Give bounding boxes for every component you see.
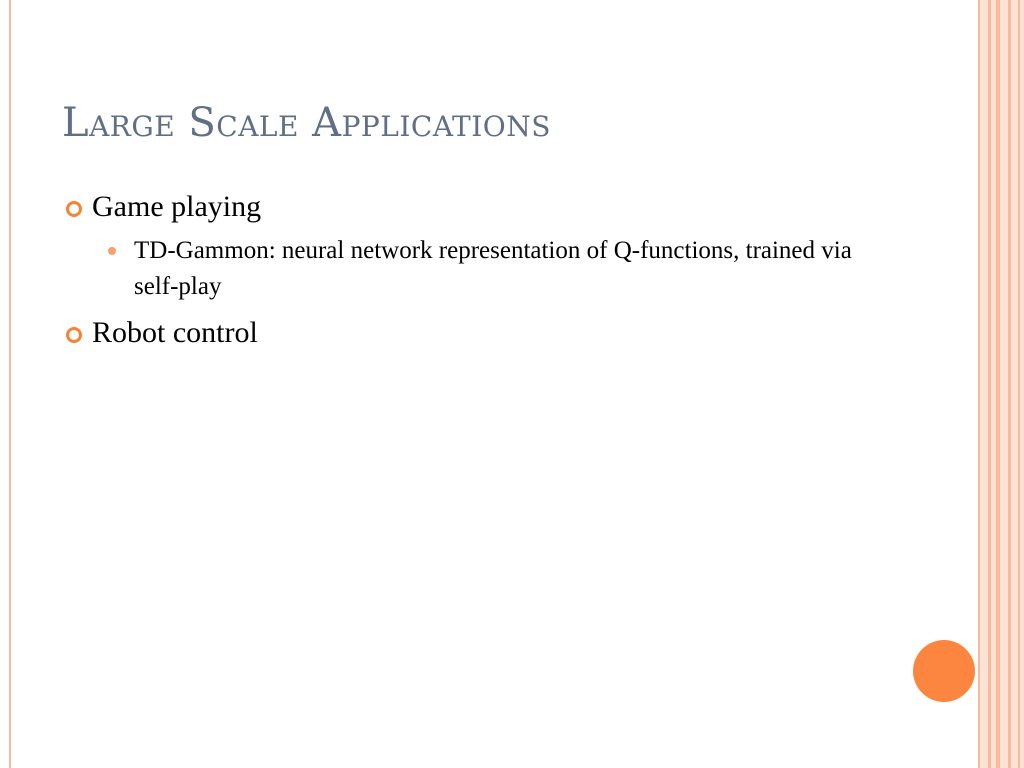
bullet-text: Game playing <box>92 190 262 223</box>
right-stripe <box>1008 0 1011 768</box>
ring-bullet-icon <box>66 327 82 343</box>
bullet-item-robot-control <box>62 311 862 355</box>
slide-title: Large Scale Applications <box>62 100 551 146</box>
dot-bullet-icon <box>108 247 116 255</box>
bullet-text: Robot control <box>92 316 258 349</box>
sub-bullet-item-td-gammon <box>134 233 854 305</box>
orange-circle-decoration <box>913 640 975 702</box>
right-stripe <box>988 0 991 768</box>
right-stripe <box>978 0 980 768</box>
bullet-list <box>62 185 862 355</box>
right-stripe <box>1018 0 1020 768</box>
ring-bullet-icon <box>66 201 82 217</box>
right-stripe <box>996 0 1000 768</box>
sub-bullet-text: TD-Gammon: neural network representation of Q-functions, trained via self-play <box>134 237 852 300</box>
bullet-item-game-playing <box>62 185 862 229</box>
left-border-line <box>9 0 11 768</box>
